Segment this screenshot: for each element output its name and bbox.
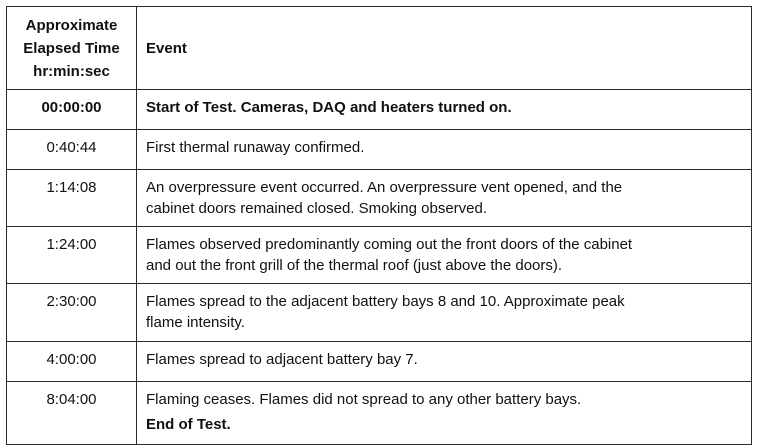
- table-row: [7, 382, 752, 445]
- table-row: [7, 227, 752, 284]
- table-row: [7, 130, 752, 170]
- row-time: 1:14:08: [7, 170, 137, 227]
- header-time-line3: hr:min:sec: [33, 62, 110, 80]
- row-event-line: Flames spread to the adjacent battery bays 8 and 10. Approximate peak: [146, 293, 625, 310]
- table-row: [7, 90, 752, 130]
- row-event: [137, 227, 752, 284]
- table-row: [7, 284, 752, 342]
- header-elapsed-time: [7, 7, 137, 90]
- row-event-line: cabinet doors remained closed. Smoking observed.: [146, 200, 488, 217]
- table-row: [7, 170, 752, 227]
- header-time-line2: Elapsed Time: [23, 39, 120, 57]
- row-event-line: Flaming ceases. Flames did not spread to any other battery bays.: [146, 391, 582, 408]
- row-time: 4:00:00: [7, 342, 137, 382]
- row-time: 0:40:44: [7, 130, 137, 170]
- end-of-test-label: End of Test.: [146, 416, 231, 433]
- row-time: 8:04:00: [7, 382, 137, 445]
- table-header-row: [7, 7, 752, 90]
- header-time-line1: Approximate: [25, 16, 118, 34]
- row-event: Flames spread to adjacent battery bay 7.: [137, 342, 752, 382]
- table-row: [7, 342, 752, 382]
- row-time: 1:24:00: [7, 227, 137, 284]
- event-timeline-table: [6, 6, 752, 445]
- row-event-line: and out the front grill of the thermal roof (just above the doors).: [146, 257, 563, 274]
- row-time: 00:00:00: [7, 90, 137, 130]
- row-event-line: Flames observed predominantly coming out the front doors of the cabinet: [146, 236, 633, 253]
- row-event: [137, 382, 752, 445]
- row-event: [137, 284, 752, 342]
- row-event: Start of Test. Cameras, DAQ and heaters turned on.: [137, 90, 752, 130]
- header-event: Event: [137, 7, 752, 90]
- row-event: First thermal runaway confirmed.: [137, 130, 752, 170]
- row-event: [137, 170, 752, 227]
- row-time: 2:30:00: [7, 284, 137, 342]
- row-event-line: An overpressure event occurred. An overpressure vent opened, and the: [146, 179, 623, 196]
- row-event-line: flame intensity.: [146, 314, 245, 331]
